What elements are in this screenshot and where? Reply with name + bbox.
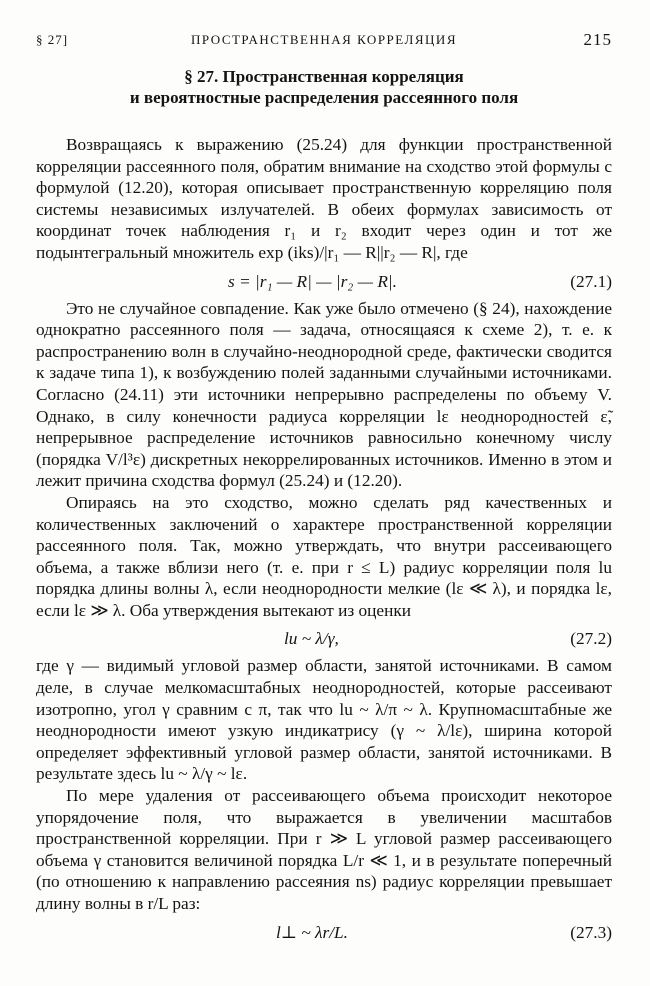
section-marker: § 27] xyxy=(36,32,69,47)
page-number: 215 xyxy=(583,30,612,49)
section-title xyxy=(36,66,612,108)
equation-expression: lu ~ λ/γ, xyxy=(284,629,339,649)
paragraph-5: По мере удаления от рассеивающего объема происходит некоторое упорядочение поля, что выражается в увеличении масштабов пространственной корреляции. При r ≫ L угловой размер рассеивающего объема γ становится величиной порядка L/r ≪ 1, и в результате поперечный (по отношению к направлению рассеяния ns) радиус корреляции превышает длину волны в r/L раз: xyxy=(36,786,612,913)
paragraph-1: Возвращаясь к выражению (25.24) для функции пространственной корреляции рассеянного поля, обратим внимание на сходство этой формулы с формулой (12.20), которая описывает пространственную корреляцию поля системы независимых излучателей. В обеих формулах зависимость от координат точек наблюдения r₁ и r₂ входит через один и тот же подынтегральный множитель exp (iks)/|r₁ — R||r₂ — R|, где xyxy=(36,135,612,262)
body-text xyxy=(36,134,612,947)
equation-number: (27.2) xyxy=(570,629,612,649)
running-title: ПРОСТРАНСТВЕННАЯ КОРРЕЛЯЦИЯ xyxy=(191,32,457,47)
equation-number: (27.1) xyxy=(570,271,612,291)
section-title-line-1: § 27. Пространственная корреляция xyxy=(184,67,464,86)
section-title-line-2: и вероятностные распределения рассеянного поля xyxy=(129,88,519,107)
equation-27-3 xyxy=(36,917,612,947)
running-head xyxy=(36,30,612,56)
equation-27-1 xyxy=(36,266,612,296)
equation-27-2 xyxy=(36,623,612,653)
equation-number: (27.3) xyxy=(570,922,612,942)
equation-expression: s = |r₁ — R| — |r₂ — R|. xyxy=(228,271,397,291)
paragraph-2: Это не случайное совпадение. Как уже было отмечено (§ 24), нахождение однократно рассеянного поля — задача, относящаяся к схеме 2), т. е. к распространению волн в случайно-неоднородной среде, фактически сводится к задаче типа 1), к возбуждению полей заданными случайными источниками. Согласно (24.11) эти источники непрерывно распределены по объему V. Однако, в силу конечности радиуса корреляции lε неоднородностей ε̃, непрерывное распределение источников равносильно конечному числу (порядка V/l³ε) дискретных некоррелированных источников. Именно в этом и лежит причина сходства формул (25.24) и (12.20). xyxy=(36,298,612,491)
paragraph-4: где γ — видимый угловой размер области, занятой источниками. В самом деле, в случае мелкомасштабных неоднородностей, которые рассеивают изотропно, угол γ сравним с π, так что lu ~ λ/π ~ λ. Крупномасштабные же неоднородности имеют узкую индикатрису (γ ~ λ/lε), ширина которой определяет эффективный угловой размер области, занятой источниками. В результате здесь lu ~ λ/γ ~ lε. xyxy=(36,656,612,784)
paragraph-3: Опираясь на это сходство, можно сделать ряд качественных и количественных заключений о характере пространственной корреляции рассеянного поля. Так, можно утверждать, что внутри рассеивающего объема, а также вблизи него (т. е. при r ≤ L) радиус корреляции поля lu порядка длины волны λ, если неоднородности мелкие (lε ≪ λ), и порядка lε, если lε ≫ λ. Оба утверждения вытекают из оценки xyxy=(36,492,612,620)
equation-expression: l⊥ ~ λr/L. xyxy=(276,922,348,942)
